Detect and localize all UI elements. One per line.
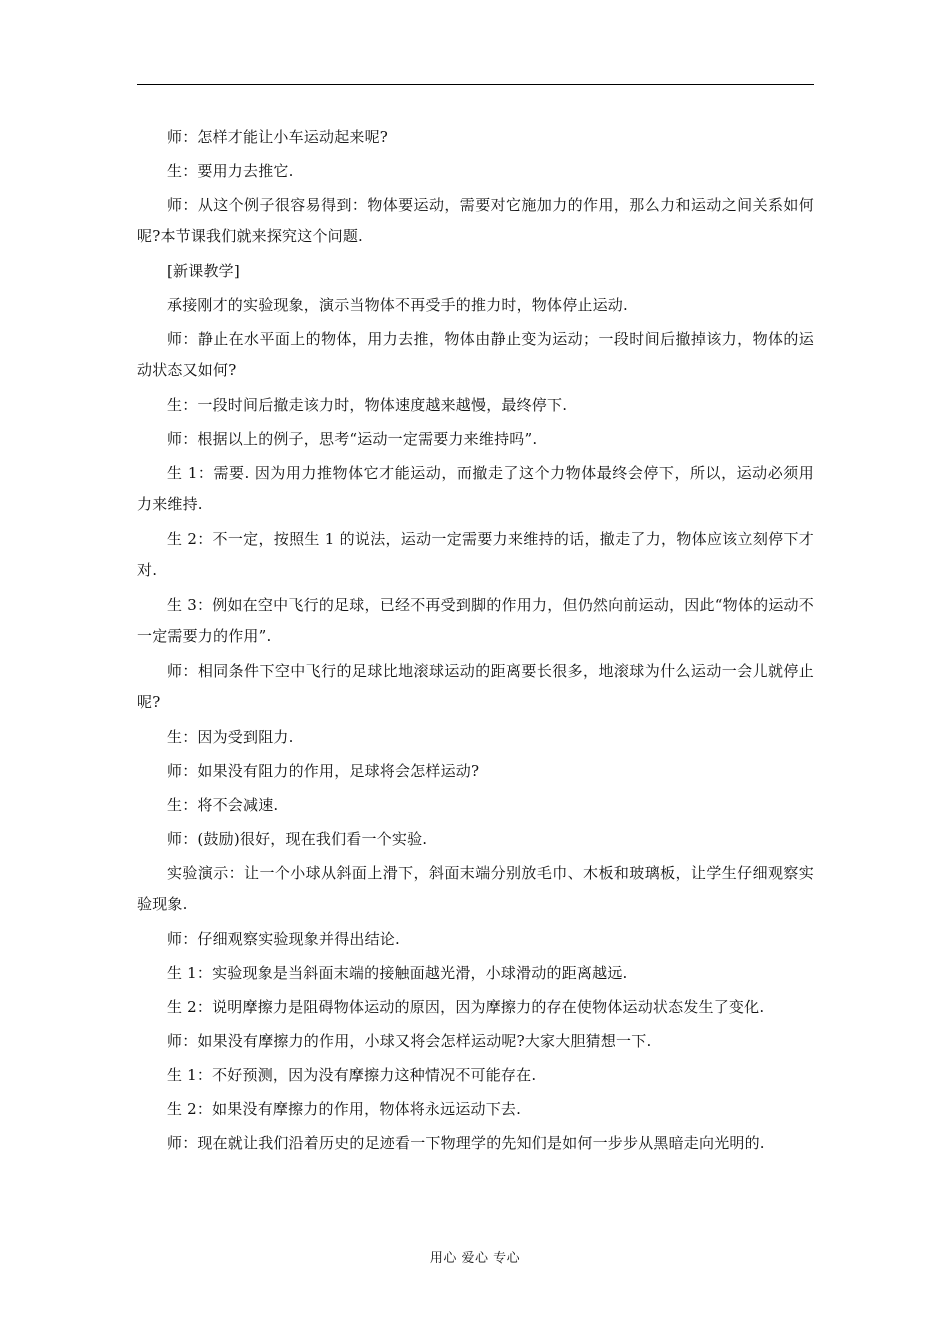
paragraph: 师：如果没有摩擦力的作用，小球又将会怎样运动呢?大家大胆猜想一下. [167, 1032, 652, 1050]
header-rule [137, 84, 814, 85]
paragraph: 师：现在就让我们沿着历史的足迹看一下物理学的先知们是如何一步步从黑暗走向光明的. [167, 1134, 765, 1152]
paragraph: 师：静止在水平面上的物体，用力去推，物体由静止变为运动；一段时间后撤掉该力，物体的运动状态又如何? [137, 330, 814, 379]
paragraph: 生：一段时间后撤走该力时，物体速度越来越慢，最终停下. [167, 396, 568, 414]
paragraph: 生：将不会减速. [167, 796, 279, 814]
paragraph: 师：相同条件下空中飞行的足球比地滚球运动的距离要长很多，地滚球为什么运动一会儿就停止呢? [137, 662, 814, 711]
paragraph: 师：怎样才能让小车运动起来呢? [167, 128, 389, 146]
paragraph: 生 1：实验现象是当斜面末端的接触面越光滑，小球滑动的距离越远. [167, 964, 628, 982]
paragraph: 实验演示：让一个小球从斜面上滑下，斜面末端分别放毛巾、木板和玻璃板，让学生仔细观察实验现象. [137, 864, 814, 913]
paragraph: 师：仔细观察实验现象并得出结论. [167, 930, 400, 948]
paragraph: 生：要用力去推它. [167, 162, 294, 180]
body-text [137, 122, 814, 1163]
paragraph: 生 1：不好预测，因为没有摩擦力这种情况不可能存在. [167, 1066, 537, 1084]
paragraph: 师：从这个例子很容易得到：物体要运动，需要对它施加力的作用，那么力和运动之间关系如何呢?本节课我们就来探究这个问题. [137, 196, 814, 245]
paragraph: 生 2：不一定，按照生 1 的说法，运动一定需要力来维持的话，撤走了力，物体应该立刻停下才对. [137, 530, 814, 579]
page-footer: 用心 爱心 专心 [429, 1251, 521, 1266]
paragraph: 生 1：需要. 因为用力推物体它才能运动，而撤走了这个力物体最终会停下，所以，运动必须用力来维持. [137, 464, 814, 513]
paragraph: 师：根据以上的例子，思考“运动一定需要力来维持吗”. [167, 430, 538, 448]
paragraph: 生：因为受到阻力. [167, 728, 294, 746]
paragraph: 师：(鼓励)很好，现在我们看一个实验. [167, 830, 428, 848]
paragraph: 生 3：例如在空中飞行的足球，已经不再受到脚的作用力，但仍然向前运动，因此“物体的运动不一定需要力的作用”. [137, 596, 814, 645]
paragraph: 承接刚才的实验现象，演示当物体不再受手的推力时，物体停止运动. [167, 296, 628, 314]
paragraph: 生 2：如果没有摩擦力的作用，物体将永远运动下去. [167, 1100, 522, 1118]
paragraph: 师：如果没有阻力的作用，足球将会怎样运动? [167, 762, 480, 780]
section-heading: [新课教学] [167, 262, 240, 280]
paragraph: 生 2：说明摩擦力是阻碍物体运动的原因，因为摩擦力的存在使物体运动状态发生了变化. [167, 998, 765, 1016]
